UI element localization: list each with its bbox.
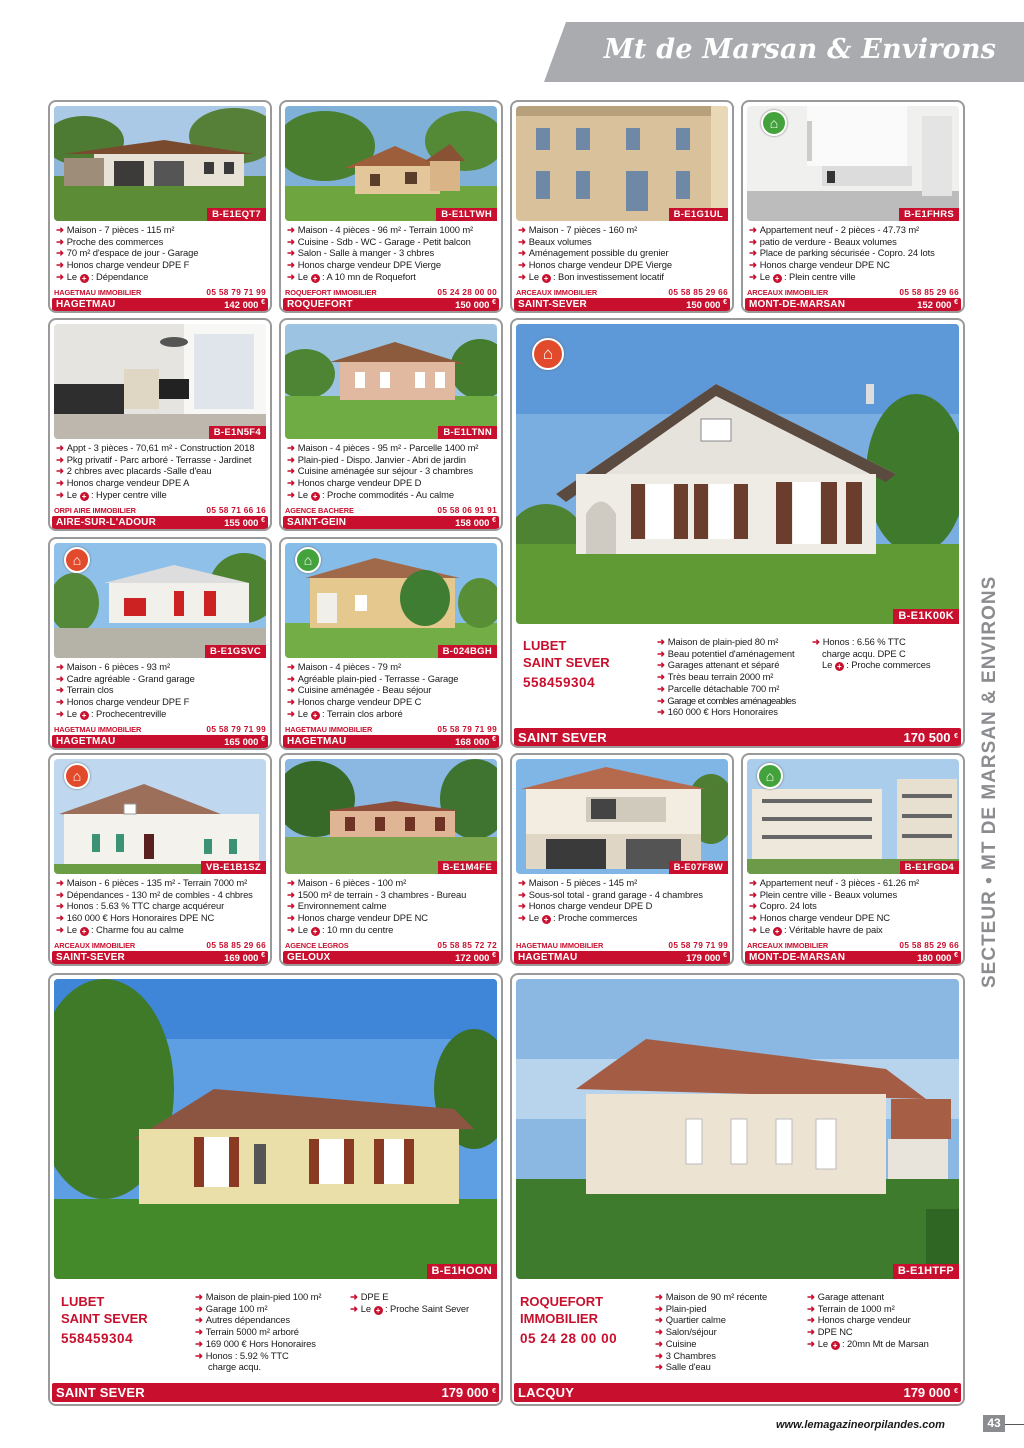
plus-icon: + bbox=[374, 1306, 383, 1315]
listing-card-saint-sever-170500[interactable] bbox=[510, 318, 965, 748]
listing-photo bbox=[285, 324, 497, 439]
city-price-bar: LACQUY 179 000 € bbox=[514, 1383, 961, 1402]
agency-phone[interactable]: 05 58 79 71 99 bbox=[668, 940, 728, 950]
listing-reference: B-E1M4FE bbox=[438, 861, 497, 874]
listing-reference: B-E1GSVC bbox=[205, 645, 266, 658]
listing-card-aire-sur-l-adour-155000[interactable] bbox=[48, 318, 272, 531]
city-price-bar: SAINT SEVER 179 000 € bbox=[52, 1383, 499, 1402]
listing-card-mont-de-marsan-152000[interactable] bbox=[741, 100, 965, 313]
plus-icon: + bbox=[773, 274, 782, 283]
agency-name: HAGETMAU IMMOBILIER bbox=[516, 941, 604, 950]
listing-features: ➜ Maison - 7 pièces - 115 m² ➜ Proche des commerces ➜ 70 m² d'espace de jour - Garage ➜ Honos charge vendeur DPE F ➜ Le + : Dépendance bbox=[56, 224, 199, 283]
listing-card-roquefort-150000[interactable] bbox=[279, 100, 503, 313]
listing-photo bbox=[285, 106, 497, 221]
plus-icon: + bbox=[80, 492, 89, 501]
sector-side-label: SECTEUR • MT DE MARSAN & ENVIRONS bbox=[979, 575, 1000, 988]
agency-name: ROQUEFORT IMMOBILIER bbox=[285, 288, 377, 297]
listing-card-saint-gein-158000[interactable] bbox=[279, 318, 503, 531]
listing-features: ➜ Appartement neuf - 3 pièces - 61.26 m² ➜ Plein centre ville - Beaux volumes ➜ Copro. 24 lots ➜ Honos charge vendeur DPE NC ➜ Le + : Véritable havre de paix bbox=[749, 877, 920, 936]
listing-features: ➜ Maison de plain-pied 80 m² ➜ Beau potentiel d'aménagement ➜ Garages attenant et séparé ➜ Très beau terrain 2000 m² ➜ Parcelle détachable 700 m² ➜ Garage et combles aménageables ➜ 160 000 € Hors Honoraires bbox=[657, 636, 796, 718]
footer-website-link[interactable]: www.lemagazineorpilandes.com bbox=[776, 1419, 945, 1431]
agency-phone[interactable]: 05 58 06 91 91 bbox=[437, 505, 497, 515]
plus-icon: + bbox=[773, 927, 782, 936]
listing-features: ➜ Maison - 6 pièces - 100 m² ➜ 1500 m² de terrain - 3 chambres - Bureau ➜ Environnement calme ➜ Honos charge vendeur DPE NC ➜ Le + : 10 mn du centre bbox=[287, 877, 467, 936]
plus-icon: + bbox=[80, 711, 89, 720]
city-price-bar: SAINT SEVER 170 500 € bbox=[514, 728, 961, 747]
listing-reference: B-024BGH bbox=[438, 645, 497, 658]
listing-card-hagetmau-168000[interactable] bbox=[279, 537, 503, 750]
contact-phone[interactable]: 558459304 bbox=[523, 675, 596, 690]
contact-phone[interactable]: 05 24 28 00 00 bbox=[520, 1331, 618, 1346]
listing-features-secondary: ➜ DPE E ➜ Le + : Proche Saint Sever bbox=[350, 1291, 470, 1315]
listing-features: ➜ Appt - 3 pièces - 70,61 m² - Construction 2018 ➜ Pkg privatif - Parc arboré - Terrasse - Jardinet ➜ 2 chbres avec placards -Salle d'eau ➜ Honos charge vendeur DPE A ➜ Le + : Hyper centre ville bbox=[56, 442, 255, 501]
listing-photo bbox=[285, 759, 497, 874]
listing-features: ➜ Appartement neuf - 2 pièces - 47.73 m² ➜ patio de verdure - Beaux volumes ➜ Place de parking sécurisée - Copro. 24 lots ➜ Honos charge vendeur DPE NC ➜ Le + : Plein centre ville bbox=[749, 224, 935, 283]
listing-features: ➜ Maison - 4 pièces - 79 m² ➜ Agréable plain-pied - Terrasse - Garage ➜ Cuisine aménagée - Beau séjour ➜ Honos charge vendeur DPE C ➜ Le + : Terrain clos arboré bbox=[287, 661, 459, 720]
agency-phone[interactable]: 05 24 28 00 00 bbox=[437, 287, 497, 297]
agency-name: AGENCE LEGROS bbox=[285, 941, 349, 950]
contact-block: LUBET SAINT SEVER 558459304 bbox=[61, 1294, 148, 1346]
listing-features: ➜ Maison - 6 pièces - 93 m² ➜ Cadre agréable - Grand garage ➜ Terrain clos ➜ Honos charge vendeur DPE F ➜ Le + : Prochecentreville bbox=[56, 661, 195, 720]
eco-house-icon: ⌂ bbox=[64, 547, 90, 573]
agency-name: AGENCE BACHERE bbox=[285, 506, 354, 515]
agency-name: ARCEAUX IMMOBILIER bbox=[516, 288, 598, 297]
listing-photo bbox=[54, 106, 266, 221]
agency-phone[interactable]: 05 58 85 29 66 bbox=[899, 287, 959, 297]
listing-photo bbox=[516, 106, 728, 221]
eco-house-icon: ⌂ bbox=[532, 338, 564, 370]
listing-photo bbox=[516, 979, 959, 1279]
plus-icon: + bbox=[80, 927, 89, 936]
city-price-bar: SAINT-SEVER 150 000 € bbox=[514, 298, 730, 311]
listing-card-saint-sever-179000[interactable] bbox=[48, 973, 503, 1406]
listing-features-secondary: ➜ Honos : 6.56 % TTC charge acqu. DPE C Le + : Proche commerces bbox=[812, 636, 931, 672]
agency-name: ARCEAUX IMMOBILIER bbox=[54, 941, 136, 950]
agency-phone[interactable]: 05 58 85 29 66 bbox=[899, 940, 959, 950]
listing-features-secondary: ➜ Garage attenant ➜ Terrain de 1000 m² ➜ Honos charge vendeur ➜ DPE NC ➜ Le + : 20mn Mt de Marsan bbox=[807, 1291, 929, 1350]
city-price-bar: HAGETMAU 179 000 € bbox=[514, 951, 730, 964]
listing-features: ➜ Maison - 5 pièces - 145 m² ➜ Sous-sol total - grand garage - 4 chambres ➜ Honos charge vendeur DPE D ➜ Le + : Proche commerces bbox=[518, 877, 703, 925]
plus-icon: + bbox=[835, 662, 844, 671]
listing-photo bbox=[54, 324, 266, 439]
listing-photo bbox=[516, 324, 959, 624]
listing-reference: B-E07F8W bbox=[669, 861, 728, 874]
footer-rule bbox=[1005, 1424, 1024, 1425]
listing-features: ➜ Maison de plain-pied 100 m² ➜ Garage 100 m² ➜ Autres dépendances ➜ Terrain 5000 m² arboré ➜ 169 000 € Hors Honoraires ➜ Honos : 5.92 % TTC charge acqu. bbox=[195, 1291, 322, 1373]
listing-reference: B-E1EQT7 bbox=[207, 208, 266, 221]
plus-icon: + bbox=[542, 274, 551, 283]
city-price-bar: SAINT-SEVER 169 000 € bbox=[52, 951, 268, 964]
agency-name: HAGETMAU IMMOBILIER bbox=[285, 725, 373, 734]
plus-icon: + bbox=[80, 274, 89, 283]
listing-reference: B-E1FHRS bbox=[899, 208, 959, 221]
listing-reference: B-E1LTNN bbox=[438, 426, 497, 439]
city-price-bar: MONT-DE-MARSAN 180 000 € bbox=[745, 951, 961, 964]
listing-features: ➜ Maison - 4 pièces - 95 m² - Parcelle 1400 m² ➜ Plain-pied - Dispo. Janvier - Abri de jardin ➜ Cuisine aménagée sur séjour - 3 chambres ➜ Honos charge vendeur DPE D ➜ Le + : Proche commodités - Au calme bbox=[287, 442, 479, 501]
eco-house-icon: ⌂ bbox=[64, 763, 90, 789]
listing-card-lacquy-179000[interactable] bbox=[510, 973, 965, 1406]
agency-phone[interactable]: 05 58 71 66 16 bbox=[206, 505, 266, 515]
listing-features: ➜ Maison de 90 m² récente ➜ Plain-pied ➜ Quartier calme ➜ Salon/séjour ➜ Cuisine ➜ 3 Chambres ➜ Salle d'eau bbox=[655, 1291, 768, 1373]
agency-phone[interactable]: 05 58 79 71 99 bbox=[206, 724, 266, 734]
agency-phone[interactable]: 05 58 79 71 99 bbox=[206, 287, 266, 297]
contact-block: ROQUEFORT IMMOBILIER 05 24 28 00 00 bbox=[520, 1294, 618, 1346]
city-price-bar: ROQUEFORT 150 000 € bbox=[283, 298, 499, 311]
listing-features: ➜ Maison - 4 pièces - 96 m² - Terrain 1000 m² ➜ Cuisine - Sdb - WC - Garage - Petit balcon ➜ Salon - Salle à manger - 3 chbres ➜ Honos charge vendeur DPE Vierge ➜ Le + : A 10 mn de Roquefort bbox=[287, 224, 474, 283]
listing-reference: B-E1LTWH bbox=[436, 208, 497, 221]
city-price-bar: HAGETMAU 165 000 € bbox=[52, 735, 268, 748]
listing-reference: B-E1K00K bbox=[893, 609, 959, 624]
city-price-bar: HAGETMAU 168 000 € bbox=[283, 735, 499, 748]
eco-house-icon: ⌂ bbox=[757, 763, 783, 789]
plus-icon: + bbox=[311, 492, 320, 501]
agency-name: HAGETMAU IMMOBILIER bbox=[54, 725, 142, 734]
listing-photo bbox=[516, 759, 728, 874]
agency-name: ARCEAUX IMMOBILIER bbox=[747, 941, 829, 950]
listing-card-hagetmau-142000[interactable] bbox=[48, 100, 272, 313]
agency-name: ARCEAUX IMMOBILIER bbox=[747, 288, 829, 297]
eco-house-icon: ⌂ bbox=[295, 547, 321, 573]
listing-features: ➜ Maison - 7 pièces - 160 m² ➜ Beaux volumes ➜ Aménagement possible du grenier ➜ Honos charge vendeur DPE Vierge ➜ Le + : Bon investissement locatif bbox=[518, 224, 672, 283]
plus-icon: + bbox=[311, 927, 320, 936]
plus-icon: + bbox=[311, 274, 320, 283]
listing-reference: B-E1FGD4 bbox=[900, 861, 959, 874]
agency-phone[interactable]: 05 58 79 71 99 bbox=[437, 724, 497, 734]
listing-card-saint-sever-150000[interactable] bbox=[510, 100, 734, 313]
listing-reference: B-E1HOON bbox=[427, 1264, 497, 1279]
contact-block: LUBET SAINT SEVER 558459304 bbox=[523, 638, 610, 690]
agency-phone[interactable]: 05 58 85 29 66 bbox=[206, 940, 266, 950]
plus-icon: + bbox=[542, 915, 551, 924]
city-price-bar: MONT-DE-MARSAN 152 000 € bbox=[745, 298, 961, 311]
listing-card-hagetmau-165000[interactable] bbox=[48, 537, 272, 750]
page-title: Mt de Marsan & Environs bbox=[603, 34, 997, 65]
agency-name: ORPI AIRE IMMOBILIER bbox=[54, 506, 136, 515]
listing-card-mont-de-marsan-180000[interactable] bbox=[741, 753, 965, 966]
listing-reference: VB-E1B1SZ bbox=[201, 861, 266, 874]
agency-phone[interactable]: 05 58 85 29 66 bbox=[668, 287, 728, 297]
listing-card-hagetmau-179000[interactable] bbox=[510, 753, 734, 966]
listing-photo bbox=[54, 979, 497, 1279]
listing-card-geloux-172000[interactable] bbox=[279, 753, 503, 966]
listing-reference: B-E1HTFP bbox=[893, 1264, 959, 1279]
plus-icon: + bbox=[311, 711, 320, 720]
listing-reference: B-E1N5F4 bbox=[209, 426, 266, 439]
agency-phone[interactable]: 05 58 85 72 72 bbox=[437, 940, 497, 950]
city-price-bar: AIRE-SUR-L'ADOUR 155 000 € bbox=[52, 516, 268, 529]
plus-icon: + bbox=[831, 1341, 840, 1350]
city-price-bar: GELOUX 172 000 € bbox=[283, 951, 499, 964]
city-price-bar: HAGETMAU 142 000 € bbox=[52, 298, 268, 311]
listing-reference: B-E1G1UL bbox=[669, 208, 728, 221]
listing-card-saint-sever-169000[interactable] bbox=[48, 753, 272, 966]
eco-house-icon: ⌂ bbox=[761, 110, 787, 136]
agency-name: HAGETMAU IMMOBILIER bbox=[54, 288, 142, 297]
contact-phone[interactable]: 558459304 bbox=[61, 1331, 134, 1346]
city-price-bar: SAINT-GEIN 158 000 € bbox=[283, 516, 499, 529]
page-number: 43 bbox=[983, 1415, 1005, 1432]
listing-features: ➜ Maison - 6 pièces - 135 m² - Terrain 7000 m² ➜ Dépendances - 130 m² de combles - 4 chbres ➜ Honos : 5.63 % TTC charge acquéreur ➜ 160 000 € Hors Honoraires DPE NC ➜ Le + : Charme fou au calme bbox=[56, 877, 253, 936]
